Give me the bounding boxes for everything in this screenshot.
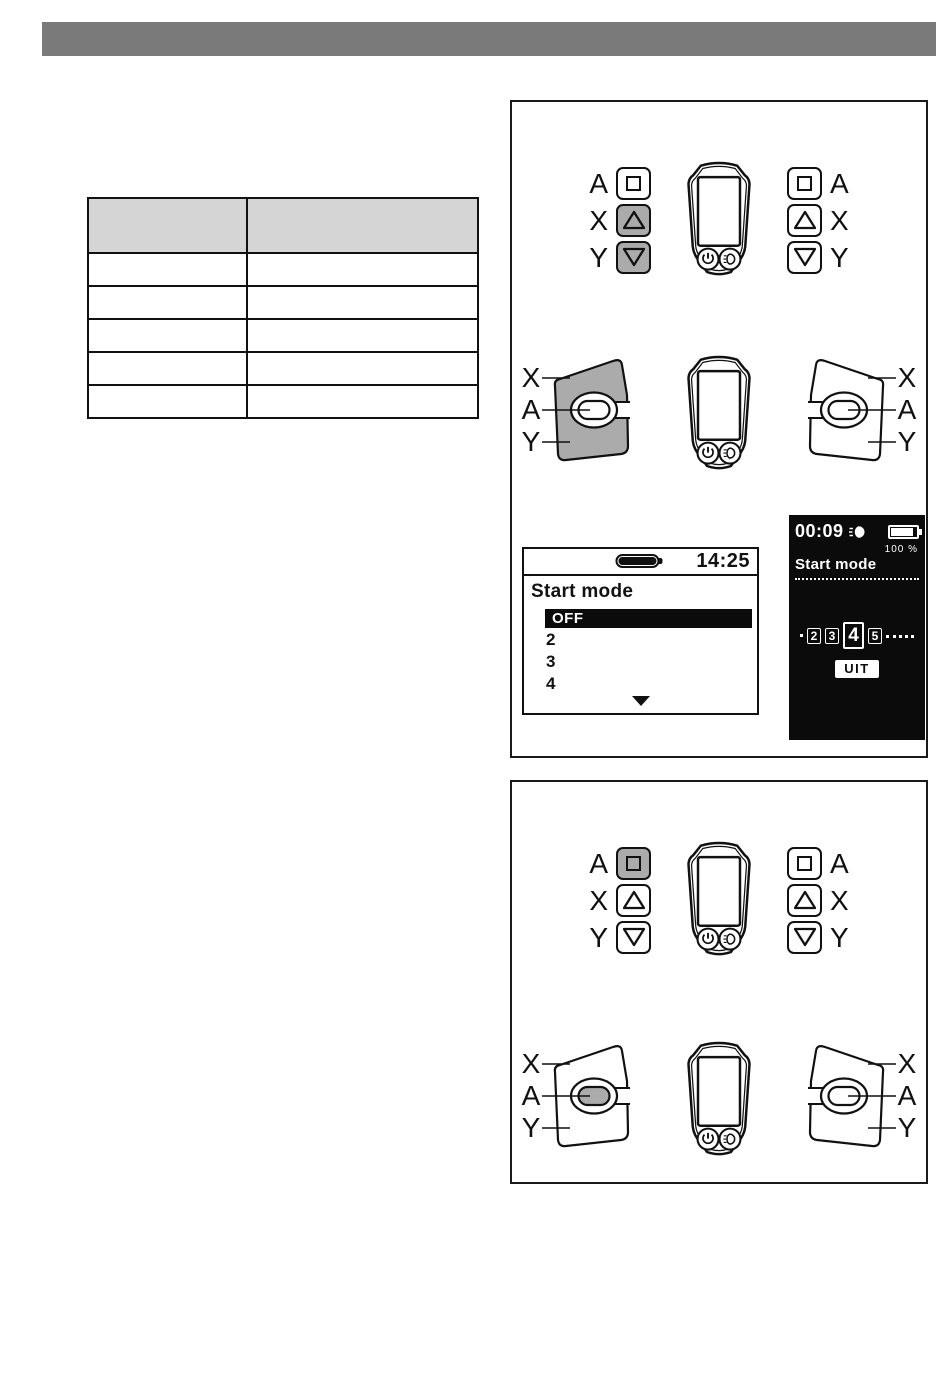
label-a: A (897, 394, 917, 425)
display-unit (676, 838, 762, 962)
square-icon (797, 856, 812, 871)
label-a: A (589, 167, 608, 199)
table-cell (88, 286, 247, 319)
label-y: Y (589, 921, 608, 953)
menu-item: 2 (546, 630, 556, 649)
rocker-figure-1 (512, 352, 926, 476)
square-button (616, 167, 651, 200)
left-rocker (520, 353, 670, 475)
status-bar (795, 521, 919, 542)
level-option: 2 (807, 628, 821, 644)
up-button (616, 884, 651, 917)
table-cell (88, 319, 247, 352)
triangle-down-icon (794, 247, 816, 267)
label-a: A (897, 1080, 917, 1111)
label-y: Y (830, 241, 849, 273)
label-x: X (897, 1048, 917, 1079)
down-button (787, 921, 822, 954)
table-cell (88, 352, 247, 385)
right-button-column (787, 167, 822, 274)
square-icon (626, 856, 641, 871)
label-y: Y (897, 1112, 917, 1143)
up-button (787, 884, 822, 917)
table-row (88, 319, 478, 352)
table-header-cell (247, 198, 478, 253)
square-icon (626, 176, 641, 191)
triangle-down-icon (623, 927, 645, 947)
table-header-row (88, 198, 478, 253)
menu-item: 4 (546, 674, 556, 693)
table-row (88, 253, 478, 286)
menu-items (546, 629, 757, 695)
table-cell (247, 286, 478, 319)
up-button (616, 204, 651, 237)
menu-screen (522, 547, 759, 715)
spec-table-head (88, 198, 478, 253)
display-unit (676, 158, 762, 282)
rocker-figure-2 (512, 1038, 926, 1162)
right-rocker (768, 1039, 918, 1161)
left-button-column (616, 167, 651, 274)
level-selector (795, 622, 919, 649)
label-x: X (897, 362, 917, 393)
battery-icon (615, 554, 659, 568)
table-row (88, 385, 478, 418)
triangle-up-icon (794, 890, 816, 910)
square-icon (797, 176, 812, 191)
label-a: A (521, 1080, 541, 1111)
label-a: A (830, 847, 849, 879)
headlight-icon (848, 525, 867, 539)
triangle-up-icon (794, 210, 816, 230)
level-option: 3 (825, 628, 839, 644)
square-button (616, 847, 651, 880)
table-row (88, 286, 478, 319)
battery-icon (888, 525, 919, 539)
down-button (616, 241, 651, 274)
level-dots-more (886, 635, 914, 638)
table-cell (88, 253, 247, 286)
status-bar (524, 549, 757, 576)
table-cell (247, 385, 478, 418)
table-cell (88, 385, 247, 418)
right-rocker (768, 353, 918, 475)
menu-item: 3 (546, 652, 556, 671)
label-y: Y (897, 426, 917, 457)
button-columns-figure-1 (512, 158, 926, 282)
label-y: Y (521, 426, 541, 457)
figure-panel-1 (510, 100, 928, 758)
off-button-label: UIT (835, 660, 878, 678)
triangle-down-icon (623, 247, 645, 267)
clock: 00:09 (795, 521, 844, 541)
label-x: X (830, 204, 849, 236)
scroll-down-icon (632, 696, 650, 706)
label-x: X (589, 884, 608, 916)
label-a: A (521, 394, 541, 425)
level-option-selected: 4 (843, 622, 864, 649)
table-cell (247, 352, 478, 385)
square-button (787, 847, 822, 880)
label-x: X (521, 362, 541, 393)
square-button (787, 167, 822, 200)
clock: 14:25 (696, 550, 750, 572)
menu-title: Start mode (531, 581, 634, 602)
menu-title: Start mode (795, 556, 919, 580)
table-cell (247, 319, 478, 352)
left-labels (589, 845, 608, 956)
left-rocker (520, 1039, 670, 1161)
header-bar (42, 22, 936, 56)
triangle-up-icon (623, 210, 645, 230)
left-labels (589, 165, 608, 276)
table-row (88, 352, 478, 385)
label-a: A (830, 167, 849, 199)
spec-table (87, 197, 479, 419)
label-x: X (830, 884, 849, 916)
levels-screen (789, 515, 925, 740)
battery-percent: 100 % (884, 544, 918, 555)
table-header-cell (88, 198, 247, 253)
spec-table-body (88, 253, 478, 418)
label-y: Y (830, 921, 849, 953)
down-button (616, 921, 651, 954)
down-button (787, 241, 822, 274)
level-option: 5 (868, 628, 882, 644)
label-y: Y (589, 241, 608, 273)
level-dot-start (800, 634, 803, 637)
up-button (787, 204, 822, 237)
label-x: X (589, 204, 608, 236)
label-a: A (589, 847, 608, 879)
button-columns-figure-2 (512, 838, 926, 962)
triangle-up-icon (623, 890, 645, 910)
selected-menu-item: OFF (545, 609, 752, 628)
triangle-down-icon (794, 927, 816, 947)
table-cell (247, 253, 478, 286)
label-y: Y (521, 1112, 541, 1143)
figure-panel-2 (510, 780, 928, 1184)
label-x: X (521, 1048, 541, 1079)
display-unit (676, 352, 762, 476)
right-labels (830, 165, 849, 276)
right-button-column (787, 847, 822, 954)
right-labels (830, 845, 849, 956)
left-button-column (616, 847, 651, 954)
display-unit (676, 1038, 762, 1162)
